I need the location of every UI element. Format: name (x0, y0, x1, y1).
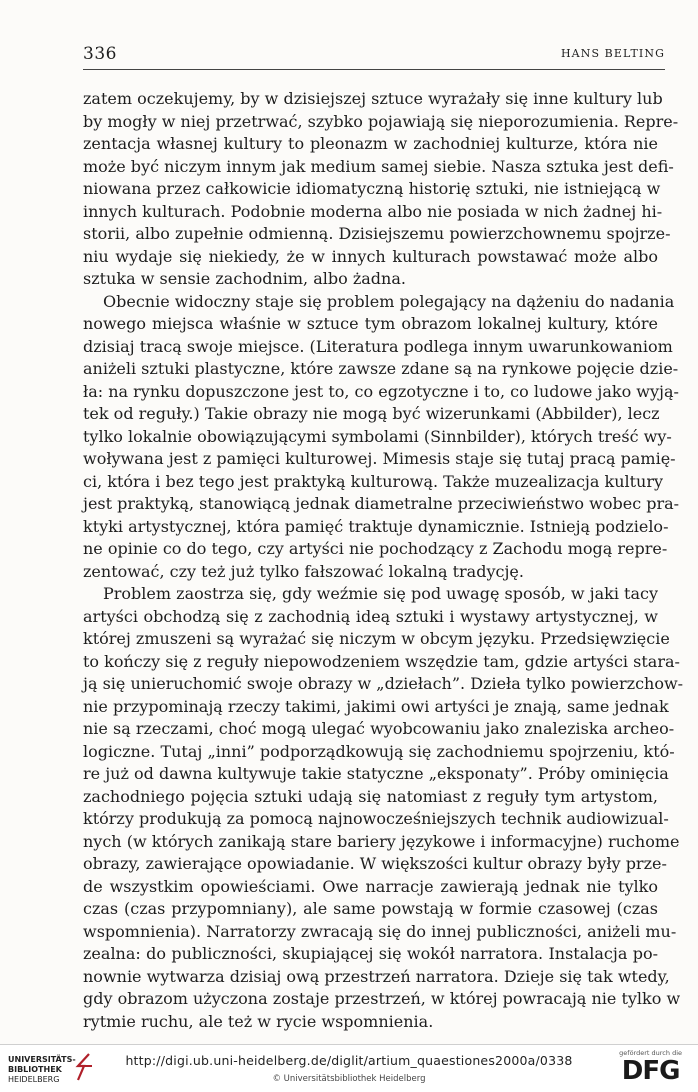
text-line: zealna: do publiczności, skupiającej się wokół narratora. Instalacja po- (83, 944, 658, 963)
text-line: nowego miejsca właśnie w sztuce tym obrazom lokalnej kultury, które (83, 314, 658, 333)
text-line: Problem zaostrza się, gdy weźmie się pod uwagę sposób, w jaki tacy (103, 584, 659, 603)
text-line: Obecnie widoczny staje się problem polegający na dążeniu do nadania (103, 291, 675, 311)
text-line: sztuka w sensie zachodnim, albo żadna. (83, 269, 406, 288)
funder-logo (619, 1049, 682, 1085)
source-url-link[interactable]: http://digi.ub.uni-heidelberg.de/diglit/artium_quaestiones2000a/0338 (125, 1053, 573, 1068)
page-number: 336 (83, 44, 117, 64)
library-logo-line: BIBLIOTHEK (8, 1065, 62, 1074)
text-line: zachodniego pojęcia sztuki udają się natomiast z reguły tym artystom, (83, 786, 658, 806)
dfg-logo: DFG (621, 1056, 680, 1086)
text-line: re już od dawna kultywuje takie statyczne „eksponaty”. Próby ominięcia (83, 764, 669, 783)
text-line: ktyki artystycznej, która pamięć traktuje dynamicznie. Istnieją podzielo- (83, 516, 669, 536)
running-head: HANS BELTING (560, 47, 665, 60)
text-line: niowana przez całkowicie idiomatyczną historię sztuki, nie istniejącą w (83, 179, 661, 198)
text-line: storii, albo zupełnie odmienną. Dzisiejszemu powierzchownemu spojrze- (83, 224, 671, 243)
text-line: artyści obchodzą się z zachodnią ideą sztuki i wystawy artystycznej, w (83, 606, 658, 626)
library-logo-line: HEIDELBERG (8, 1075, 60, 1084)
text-line: dzisiaj tracą swoje miejsce. (Literatura podlega innym uwarunkowaniom (83, 336, 673, 356)
text-line: może być niczym innym jak medium samej siebie. Nasza sztuka jest defi- (83, 156, 674, 176)
text-line: by mogły w niej przetrwać, szybko pojawiają się nieporozumienia. Repre- (83, 111, 679, 131)
text-line: tek od reguły.) Takie obrazy nie mogą być wizerunkami (Abbilder), lecz (83, 404, 660, 423)
text-line: niu wydaje się niekiedy, że w innych kulturach powstawać może albo (83, 246, 658, 266)
text-line: nie przypominają rzeczy takimi, jakimi owi artyści je znają, same jednak (83, 696, 669, 716)
text-line: wspomnienia). Narratorzy zwracają się do innej publiczności, aniżeli mu- (83, 921, 677, 941)
text-line: de wszystkim opowieściami. Owe narracje zawierają jednak nie tylko (83, 876, 658, 896)
text-line: zentacja własnej kultury to pleonazm w zachodniej kulturze, która nie (83, 134, 658, 153)
text-line: nych (w których zanikają stare bariery językowe i informacyjne) ruchome (83, 831, 680, 851)
body-text (83, 88, 684, 1033)
text-line: której zmuszeni są wyrażać się niczym w obcym języku. Przedsięwzięcie (83, 629, 670, 648)
text-line: to kończy się z reguły niepowodzeniem wszędzie tam, gdzie artyści stara- (83, 651, 680, 671)
text-line: ją się unieruchomić swoje obrazy w „dziełach”. Dzieła tylko powierzchow- (83, 674, 684, 693)
text-line: ne opinie co do tego, czy artyści nie pochodzący z Zachodu mogą repre- (83, 539, 668, 558)
text-line: zatem oczekujemy, by w dzisiejszej sztuce wyrażały się inne kultury lub (83, 89, 663, 108)
footer (0, 1045, 698, 1092)
text-line: którzy produkują za pomocą najnowocześniejszych technik audiowizual- (83, 809, 669, 828)
header-rule (83, 69, 665, 70)
text-line: logiczne. Tutaj „inni” podporządkowują się zachodniemu spojrzeniu, któ- (83, 741, 675, 761)
funder-caption: gefördert durch die (619, 1049, 682, 1057)
text-line: gdy obrazom użyczona zostaje przestrzeń, w której powracają nie tylko w (83, 989, 681, 1008)
text-line: ła: na rynku dopuszczone jest to, co egzotyczne i to, co ludowe jako wyją- (83, 381, 679, 401)
text-line: czas (czas przypomniany), ale same powstają w formie czasowej (czas (83, 899, 658, 918)
text-line: ci, która i bez tego jest praktyką kulturową. Także muzealizacja kultury (83, 471, 664, 491)
text-line: aniżeli sztuki plastyczne, które zawsze zdane są na rynkowe pojęcie dzie- (83, 359, 679, 378)
copyright-notice: © Universitätsbibliothek Heidelberg (272, 1074, 426, 1084)
text-line: tylko lokalnie obowiązującymi symbolami (Sinnbilder), których treść wy- (83, 426, 672, 446)
text-line: nie są rzeczami, choć mogą ulegać wyobcowaniu jako znaleziska archeo- (83, 719, 675, 738)
library-logo-line: UNIVERSITÄTS- (8, 1055, 76, 1064)
text-line: obrazy, zawierające opowiadanie. W większości kultur obrazy były prze- (83, 854, 667, 873)
text-line: zentować, czy też już tylko fałszować lokalną tradycję. (83, 561, 524, 581)
text-line: rytmie ruchu, ale też w rycie wspomnienia. (83, 1011, 434, 1031)
text-line: innych kulturach. Podobnie moderna albo nie posiada w nich żadnej hi- (83, 201, 663, 221)
text-line: jest praktyką, stanowiącą jednak diametralne przeciwieństwo wobec pra- (83, 494, 680, 513)
text-line: nownie wytwarza dzisiaj ową przestrzeń narratora. Dzieje się tak wtedy, (83, 966, 670, 986)
text-line: woływana jest z pamięci kulturowej. Mimesis staje się tutaj pracą pamię- (83, 449, 676, 468)
